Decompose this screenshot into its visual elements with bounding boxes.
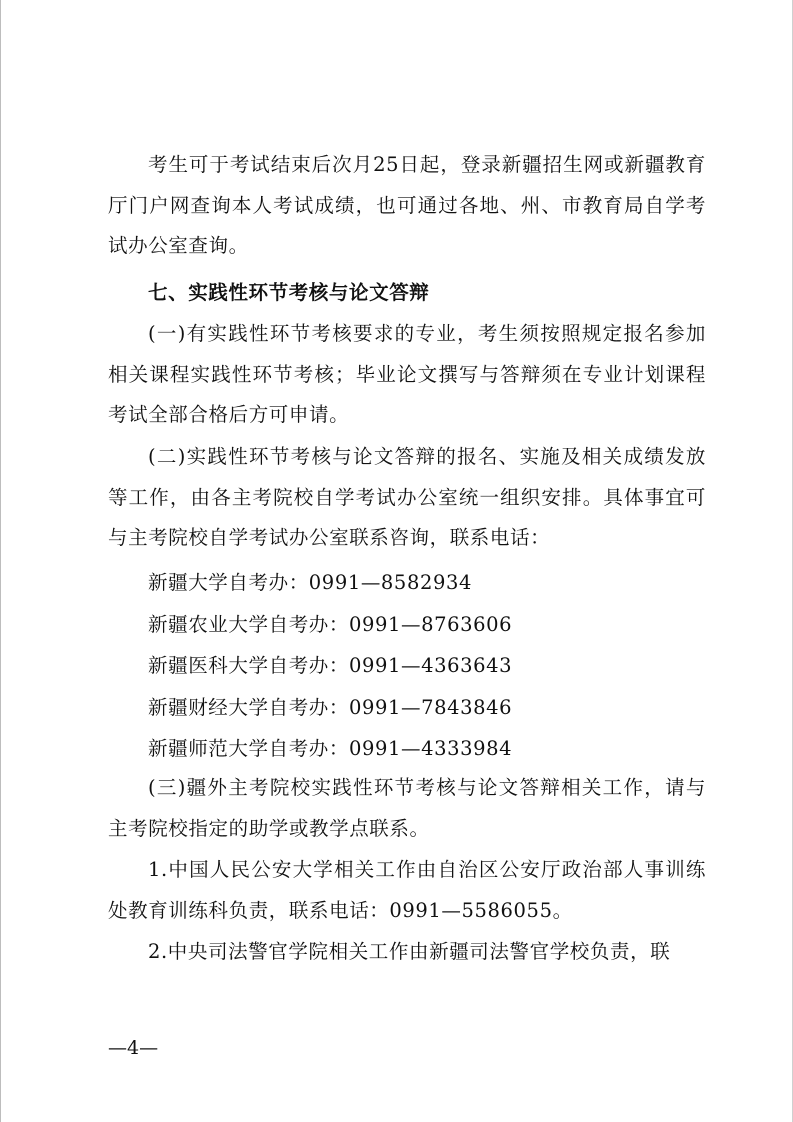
contact-item: 新疆师范大学自考办：0991—4333984 bbox=[148, 737, 513, 760]
paragraph-sub-1: 1.中国人民公安大学相关工作由自治区公安厅政治部人事训练处教育训练科负责，联系电话：0991—5586055。 bbox=[108, 858, 706, 922]
paragraph-item-1: (一)有实践性环节考核要求的专业，考生须按照规定报名参加相关课程实践性环节考核；毕业论文撰写与答辩须在专业计划课程考试全部合格后方可申请。 bbox=[108, 322, 706, 426]
section-heading: 七、实践性环节考核与论文答辩 bbox=[148, 281, 430, 304]
paragraph-score-query: 考生可于考试结束后次月25日起，登录新疆招生网或新疆教育厅门户网查询本人考试成绩，也可通过各地、州、市教育局自学考试办公室查询。 bbox=[108, 153, 706, 257]
page-left-border bbox=[0, 0, 1, 1122]
paragraph-item-3: (三)疆外主考院校实践性环节考核与论文答辩相关工作，请与主考院校指定的助学或教学点联系。 bbox=[108, 776, 706, 840]
contact-item: 新疆财经大学自考办：0991—7843846 bbox=[148, 695, 513, 719]
paragraph-sub-2: 2.中央司法警官学院相关工作由新疆司法警官学校负责，联 bbox=[148, 940, 671, 963]
contact-list bbox=[148, 562, 512, 770]
paragraph-item-2: (二)实践性环节考核与论文答辩的报名、实施及相关成绩发放等工作，由各主考院校自学考试办公室统一组织安排。具体事宜可与主考院校自学考试办公室联系咨询，联系电话： bbox=[108, 445, 706, 549]
page-number: —4— bbox=[108, 1037, 159, 1059]
contact-item: 新疆农业大学自考办：0991—8763606 bbox=[148, 612, 513, 636]
contact-item: 新疆大学自考办：0991—8582934 bbox=[148, 571, 472, 594]
contact-item: 新疆医科大学自考办：0991—4363643 bbox=[148, 654, 513, 677]
